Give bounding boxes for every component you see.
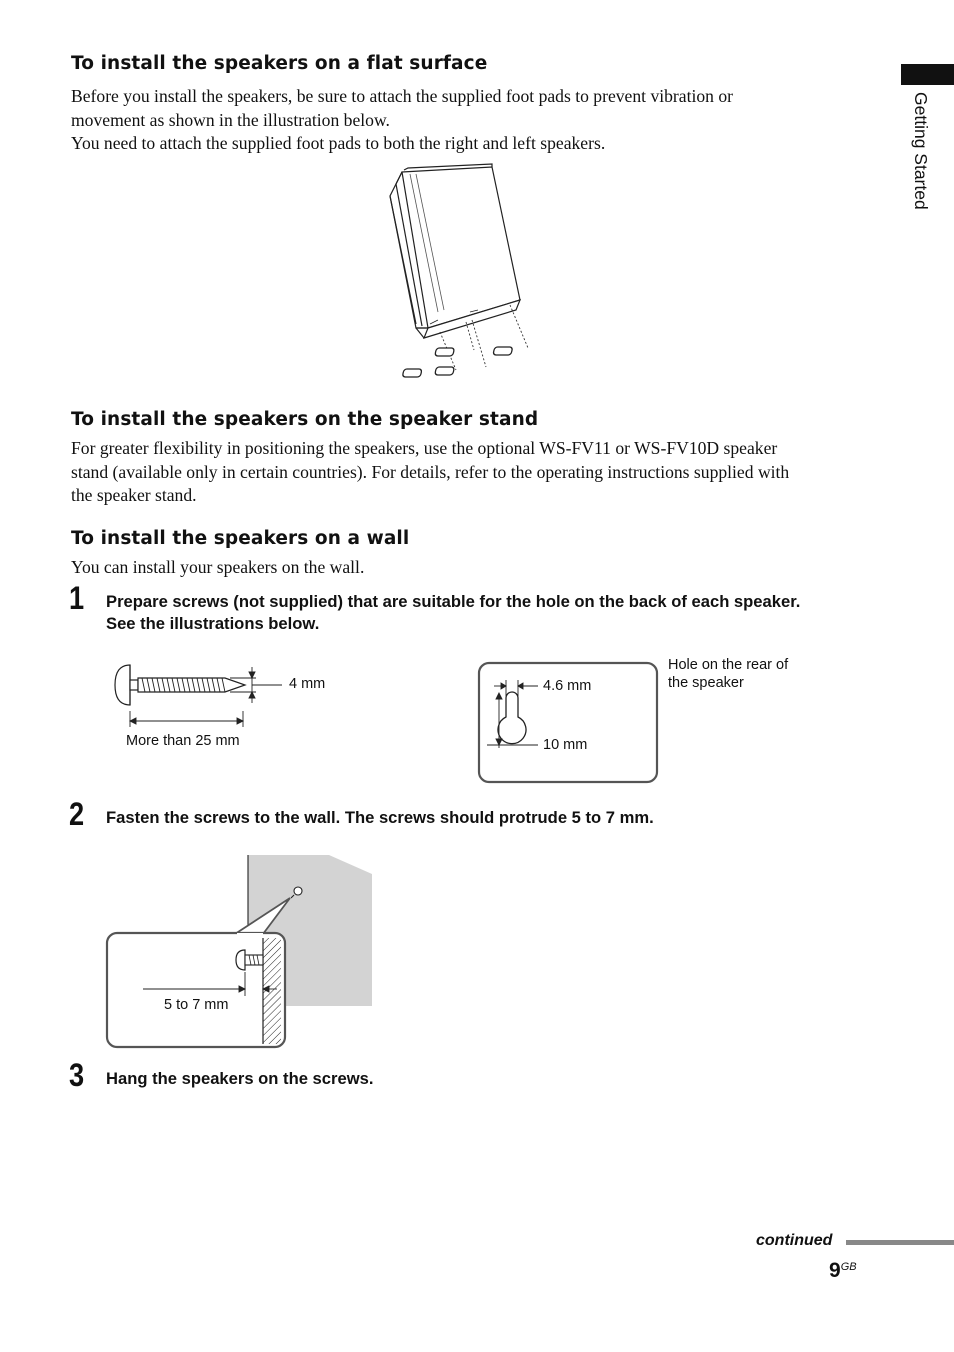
page-number bbox=[829, 1259, 857, 1283]
hole-caption bbox=[668, 656, 788, 692]
step-1-line2: See the illustrations below. bbox=[106, 614, 320, 633]
step-1-number: 1 bbox=[69, 580, 85, 616]
section-tab-label: Getting Started bbox=[911, 92, 931, 210]
page-number-suffix: GB bbox=[840, 1261, 857, 1273]
flat-para2: You need to attach the supplied foot pads to both the right and left speakers. bbox=[71, 133, 606, 153]
step-3-text: Hang the speakers on the screws. bbox=[106, 1069, 374, 1088]
speaker-stand-heading: To install the speakers on the speaker stand bbox=[71, 409, 539, 430]
hole-width-label: 4.6 mm bbox=[543, 678, 592, 694]
stand-line1: For greater flexibility in positioning the speakers, use the optional WS-FV11 or WS-FV10D speaker bbox=[71, 438, 778, 458]
screw-diameter-label: 4 mm bbox=[289, 676, 326, 692]
continued-rule bbox=[846, 1240, 954, 1245]
flat-para1-line2: movement as shown in the illustration below. bbox=[71, 109, 390, 130]
step-1-text bbox=[106, 591, 800, 635]
section-tab-marker bbox=[901, 64, 954, 85]
wall-intro: You can install your speakers on the wall. bbox=[71, 557, 365, 577]
flat-para1-line1: Before you install the speakers, be sure to attach the supplied foot pads to prevent vibration or bbox=[71, 86, 734, 106]
wall-heading: To install the speakers on a wall bbox=[71, 528, 410, 549]
step-2-text: Fasten the screws to the wall. The screws should protrude 5 to 7 mm. bbox=[106, 808, 654, 827]
hole-caption-line2: the speaker bbox=[668, 675, 744, 691]
protrude-label: 5 to 7 mm bbox=[164, 997, 229, 1013]
speaker-foot-pads-illustration bbox=[380, 162, 560, 387]
hole-height-label: 10 mm bbox=[543, 737, 588, 753]
step-3-number: 3 bbox=[69, 1057, 85, 1093]
continued-label: continued bbox=[756, 1232, 833, 1249]
stand-line2: stand (available only in certain countries). For details, refer to the operating instructions supplied with bbox=[71, 461, 790, 482]
stand-line3: the speaker stand. bbox=[71, 485, 197, 505]
step-1-line1: Prepare screws (not supplied) that are suitable for the hole on the back of each speaker. bbox=[106, 592, 801, 611]
hole-caption-line1: Hole on the rear of bbox=[668, 657, 789, 673]
flat-surface-heading: To install the speakers on a flat surface bbox=[71, 53, 488, 74]
wall-screw-illustration bbox=[105, 854, 375, 1050]
page-number-value: 9 bbox=[829, 1259, 841, 1282]
speaker-stand-paragraph bbox=[71, 437, 789, 508]
step-2-number: 2 bbox=[69, 796, 85, 832]
screw-dimensions-illustration bbox=[110, 655, 330, 735]
screw-length-label: More than 25 mm bbox=[126, 733, 240, 749]
flat-surface-paragraph bbox=[71, 85, 733, 156]
